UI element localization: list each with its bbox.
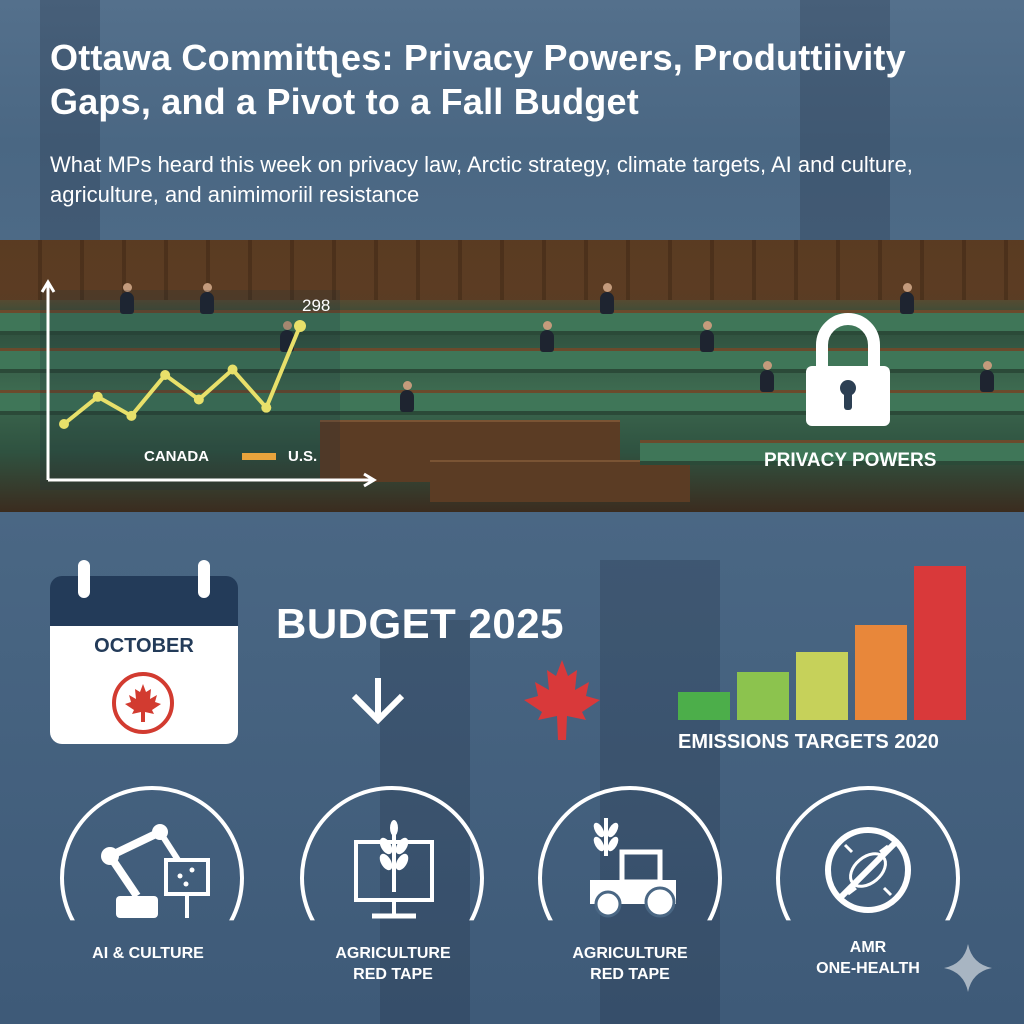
chart-data-label: 298: [302, 296, 331, 315]
topic-label-agriculture-2: AGRICULTURE RED TAPE: [572, 945, 688, 983]
legend-label-us: U.S.: [288, 448, 318, 465]
topic-label-amr: AMR ONE-HEALTH: [816, 939, 920, 977]
topic-label-agriculture: AGRICULTURE RED TAPE: [335, 945, 451, 983]
budget-title: BUDGET 2025: [276, 600, 564, 647]
page-title: Ottawa Committʅes: Privacy Powers, Produttiivity Gaps, and a Pivot to a Fall Budget: [50, 37, 906, 122]
emissions-label: EMISSIONS TARGETS 2020: [678, 731, 939, 753]
topic-label-ai-culture: AI & CULTURE: [92, 945, 204, 962]
legend-label-canada: CANADA: [144, 448, 209, 465]
page-subtitle: What MPs heard this week on privacy law, Arctic strategy, climate targets, AI and culture, agriculture, and animimoriil resistance: [50, 152, 913, 207]
privacy-powers-label: PRIVACY POWERS: [764, 450, 937, 471]
calendar-month: OCTOBER: [94, 635, 194, 657]
